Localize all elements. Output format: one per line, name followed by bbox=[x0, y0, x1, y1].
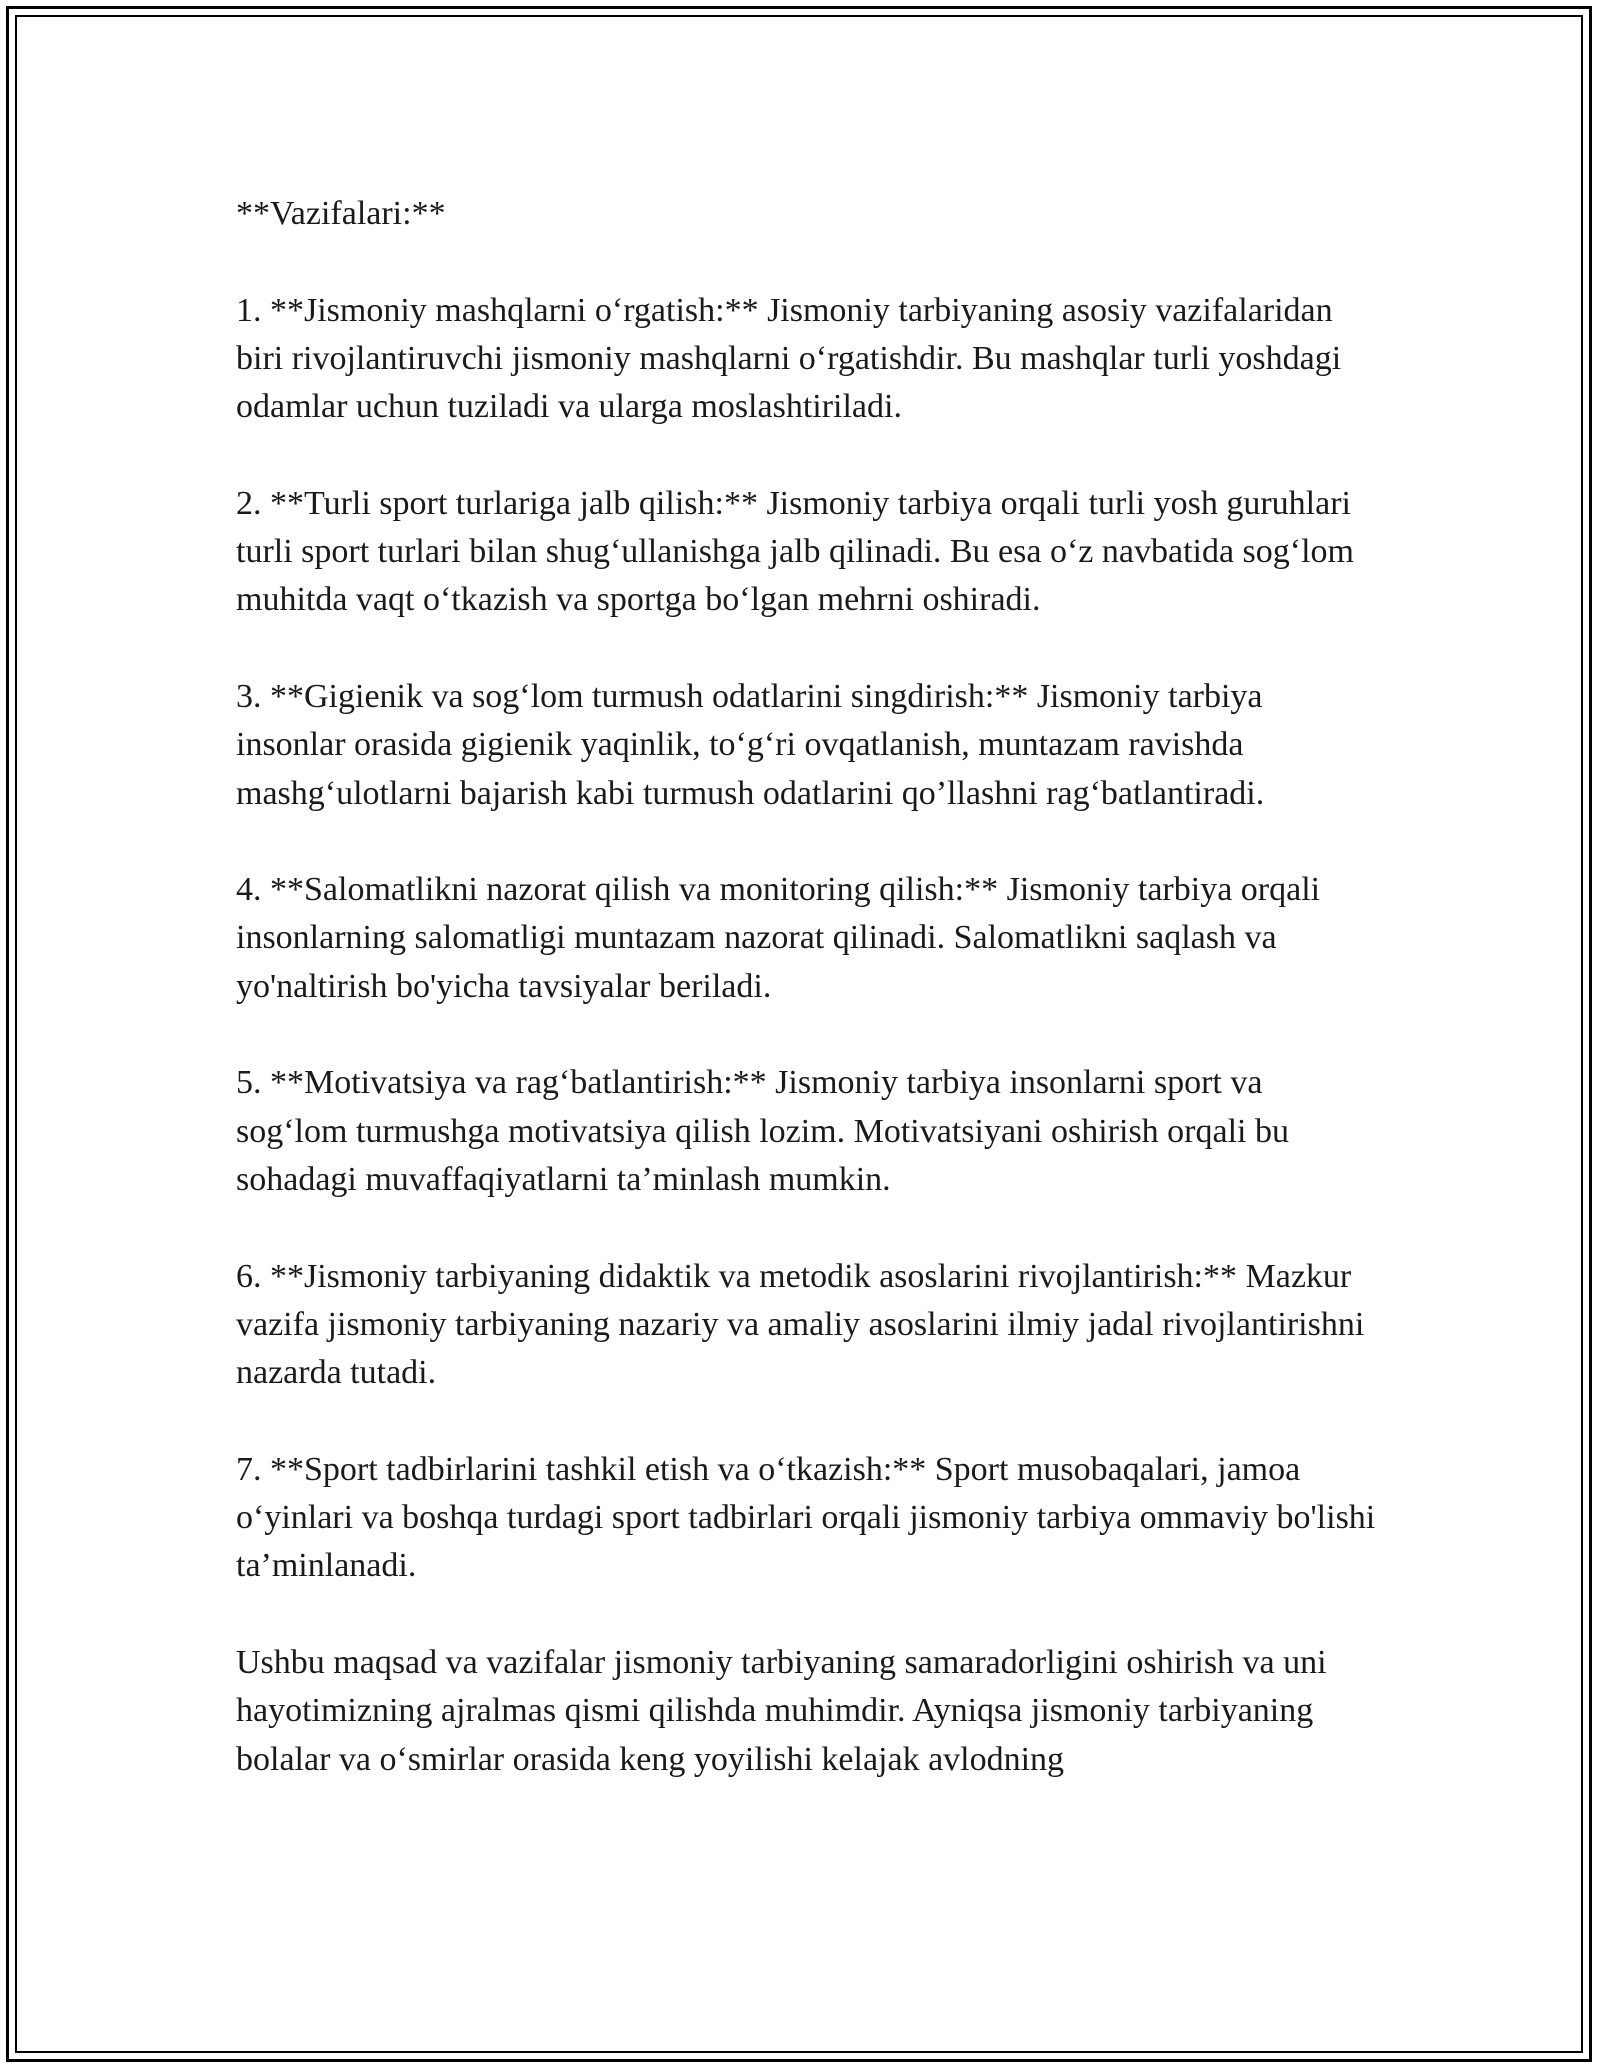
paragraph-task-2: 2. **Turli sport turlariga jalb qilish:** Jismoniy tarbiya orqali turli yosh guruhlari turli sport turlari bilan shug‘ullanishga jalb qilinadi. Bu esa o‘z navbatida sog‘lom muhitda vaqt o‘tkazish va sportga bo‘lgan mehrni oshiradi. bbox=[236, 484, 1354, 619]
paragraph-task-4: 4. **Salomatlikni nazorat qilish va monitoring qilish:** Jismoniy tarbiya orqali insonlarning salomatligi muntazam nazorat qilinadi. Salomatlikni saqlash va yo'naltirish bo'yicha tavsiyalar beriladi. bbox=[236, 871, 1321, 1005]
paragraph-task-7: 7. **Sport tadbirlarini tashkil etish va o‘tkazish:** Sport musobaqalari, jamoa o‘yinlari va boshqa turdagi sport tadbirlari orqali jismoniy tarbiya ommaviy bo'lishi ta’minlanadi. bbox=[236, 1450, 1376, 1585]
paragraph-task-5: 5. **Motivatsiya va rag‘batlantirish:** Jismoniy tarbiya insonlarni sport va sog‘lom turmushga motivatsiya qilish lozim. Motivatsiyani oshirish orqali bu sohadagi muvaffaqiyatlarni ta’minlash mumkin. bbox=[236, 1064, 1289, 1198]
section-heading: **Vazifalari:** bbox=[236, 195, 446, 232]
paragraph-conclusion: Ushbu maqsad va vazifalar jismoniy tarbiyaning samaradorligini oshirish va uni hayotimizning ajralmas qismi qilishda muhimdir. Ayniqsa jismoniy tarbiyaning bolalar va o‘smirlar orasida keng yoyilishi kelajak avlodning bbox=[236, 1643, 1327, 1778]
document-body bbox=[236, 190, 1376, 1784]
paragraph-task-3: 3. **Gigienik va sog‘lom turmush odatlarini singdirish:** Jismoniy tarbiya insonlar orasida gigienik yaqinlik, to‘g‘ri ovqatlanish, muntazam ravishda mashg‘ulotlarni bajarish kabi turmush odatlarini qo’llashni rag‘batlantiradi. bbox=[236, 677, 1265, 812]
paragraph-task-6: 6. **Jismoniy tarbiyaning didaktik va metodik asoslarini rivojlantirish:** Mazkur vazifa jismoniy tarbiyaning nazariy va amaliy asoslarini ilmiy jadal rivojlantirishni nazarda tutadi. bbox=[236, 1257, 1365, 1392]
paragraph-task-1: 1. **Jismoniy mashqlarni o‘rgatish:** Jismoniy tarbiyaning asosiy vazifalaridan biri rivojlantiruvchi jismoniy mashqlarni o‘rgatishdir. Bu mashqlar turli yoshdagi odamlar uchun tuziladi va ularga moslashtiriladi. bbox=[236, 291, 1342, 426]
